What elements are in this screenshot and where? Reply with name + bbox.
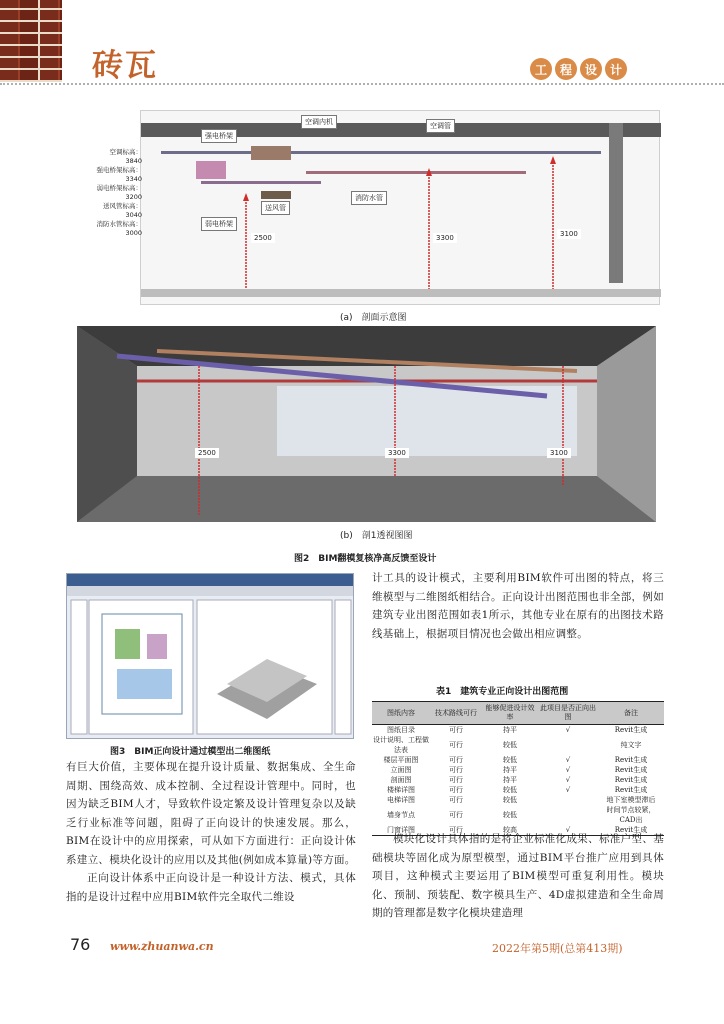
dim-2500: 2500 xyxy=(195,448,219,458)
table-header: 技术路线可行 xyxy=(430,702,482,725)
software-window-drawing xyxy=(67,574,354,739)
table-cell: √ xyxy=(565,776,571,784)
table-cell: 立面图 xyxy=(390,766,412,774)
table-cell xyxy=(538,735,598,755)
table-cell: 较低 xyxy=(503,796,517,804)
table-row xyxy=(372,775,664,785)
journal-logo: 砖瓦 xyxy=(92,48,158,84)
table-row xyxy=(372,765,664,775)
table-cell: 较高 xyxy=(482,825,538,836)
table-cell: 较低 xyxy=(503,741,517,749)
caption-figure-2: 图2 BIM翻模复核净高反馈至设计 xyxy=(294,554,437,564)
paragraph: 计工具的设计模式，主要利用BIM软件可出图的特点，将三维模型与二维图纸相结合。正向设计出图范围也非全部，例如建筑专业出图范围如表1所示，其他专业在原有的出图技术路线基础上，根据项目情况也会做出相应调整。 xyxy=(372,572,664,640)
elevation-list: 空调标高：3840 强电桥架标高：3340 弱电桥架标高：3200 送风管标高：3040 消防水管标高：3000 xyxy=(96,148,142,237)
table-cell: 持平 xyxy=(503,766,517,774)
table-cell: 可行 xyxy=(449,811,463,819)
label-cable-tray: 强电桥架 xyxy=(201,129,237,143)
table-cell: 可行 xyxy=(449,766,463,774)
table-cell xyxy=(538,805,598,825)
table-cell: 门窗详图 xyxy=(372,825,430,836)
table-1 xyxy=(372,701,664,836)
table-cell: √ xyxy=(565,766,571,774)
caption-figure-3: 图3 BIM正向设计通过模型出二维图纸 xyxy=(110,747,271,757)
label-fire-pipe: 消防水管 xyxy=(351,191,387,205)
issue-info: 2022年第5期(总第413期) xyxy=(492,942,623,955)
table-cell: 剖面图 xyxy=(390,776,412,784)
label-return-duct: 送风管 xyxy=(261,201,290,215)
table-cell: 可行 xyxy=(449,786,463,794)
table-row xyxy=(372,805,664,825)
table-cell: 可行 xyxy=(449,776,463,784)
right-column-top xyxy=(372,569,664,643)
dim-2500: 2500 xyxy=(251,233,275,243)
table-cell: 可行 xyxy=(430,825,482,836)
table-cell: Revit生成 xyxy=(598,825,664,836)
table-header: 此项目是否正向出图 xyxy=(538,702,598,725)
caption-2a: (a) 剖面示意图 xyxy=(340,313,407,323)
table-cell: 可行 xyxy=(449,796,463,804)
dim-3100: 3100 xyxy=(547,448,571,458)
brick-decoration xyxy=(0,0,62,82)
table-cell: 设计说明、工程做法表 xyxy=(373,736,429,754)
table-cell: 图纸目录 xyxy=(387,726,415,734)
table-cell: √ xyxy=(565,786,571,794)
right-column-bottom xyxy=(372,830,664,923)
table-cell: √ xyxy=(565,756,571,764)
table-cell: 较低 xyxy=(503,756,517,764)
table-cell: Revit生成 xyxy=(614,786,648,794)
left-column xyxy=(66,758,356,906)
table-cell: 时间节点较紧，CAD出 xyxy=(606,806,656,824)
table-cell xyxy=(538,795,598,805)
caption-2b: (b) 剖1透视图图 xyxy=(340,531,413,541)
table-cell: Revit生成 xyxy=(614,726,648,734)
table-cell: 地下室模型滞后 xyxy=(606,796,656,804)
table-cell: √ xyxy=(565,726,571,734)
dim-3300: 3300 xyxy=(433,233,457,243)
dim-3100: 3100 xyxy=(557,229,581,239)
table-cell: 墙身节点 xyxy=(387,811,415,819)
dim-3300: 3300 xyxy=(385,448,409,458)
table-row xyxy=(372,785,664,795)
table-body xyxy=(372,725,664,836)
table-cell: √ xyxy=(538,825,598,836)
label-ac-pipe: 空调管 xyxy=(426,119,455,133)
table-row xyxy=(372,795,664,805)
table-cell: 可行 xyxy=(449,741,463,749)
perspective-drawing xyxy=(77,326,656,522)
page-number: 76 xyxy=(70,935,91,954)
figure-2a-section-diagram xyxy=(140,110,660,305)
table-row xyxy=(372,735,664,755)
table-cell: Revit生成 xyxy=(614,756,648,764)
journal-url: www.zhuanwa.cn xyxy=(110,940,214,953)
table-header: 图纸内容 xyxy=(372,702,430,725)
table-row xyxy=(372,755,664,765)
section-char: 程 xyxy=(555,58,577,80)
figure-2b-perspective xyxy=(77,326,656,522)
table-row xyxy=(372,725,664,736)
section-char: 计 xyxy=(605,58,627,80)
table-cell: 持平 xyxy=(503,726,517,734)
table-cell: Revit生成 xyxy=(614,766,648,774)
table-cell: 较低 xyxy=(503,786,517,794)
table-cell: 持平 xyxy=(503,776,517,784)
table-cell: 电梯详图 xyxy=(387,796,415,804)
table-cell: 纯文字 xyxy=(620,741,642,749)
section-char: 工 xyxy=(530,58,552,80)
label-ac-unit: 空调内机 xyxy=(301,115,337,129)
table-header: 能够促进设计效率 xyxy=(482,702,538,725)
table-cell: Revit生成 xyxy=(614,776,648,784)
table-cell: 可行 xyxy=(449,756,463,764)
figure-3-screenshot xyxy=(66,573,354,739)
header-divider xyxy=(0,83,724,85)
paragraph: 有巨大价值，主要体现在提升设计质量、数据集成、全生命周期、围绕高效、成本控制、全过程设计管理中。同时，也因为缺乏BIM人才，导致软件设定繁及设计管理复杂以及缺乏行业标准等问题，阻碍了正向设计的快速发展。那么，BIM在设计中的应用探索，可从如下方面进行：正向设计体系建立、模块化设计的应用以及其他(例如成本算量)等方面。 xyxy=(66,761,356,866)
label-weak-tray: 弱电桥架 xyxy=(201,217,237,231)
table-cell: 楼梯详图 xyxy=(387,786,415,794)
table-cell: 较低 xyxy=(503,811,517,819)
table-cell: 可行 xyxy=(449,726,463,734)
paragraph: 模块化设计具体指的是将企业标准化成果、标准户型、基础模块等固化成为原型模型，通过BIM平台推广应用到具体项目，这种模式主要运用了BIM模型可重复利用性。模块化、预制、预装配、数字模具生产、4D虚拟建造和全生命周期的管理都是数字化模块建造理 xyxy=(372,833,664,919)
table-cell: 楼层平面图 xyxy=(383,756,419,764)
table-1-title: 表1 建筑专业正向设计出图范围 xyxy=(436,687,569,697)
section-char: 设 xyxy=(580,58,602,80)
section-tag xyxy=(530,58,627,80)
table-header: 备注 xyxy=(598,702,664,725)
paragraph: 正向设计体系中正向设计是一种设计方法、模式，具体指的是设计过程中应用BIM软件完全取代二维设 xyxy=(66,872,356,903)
